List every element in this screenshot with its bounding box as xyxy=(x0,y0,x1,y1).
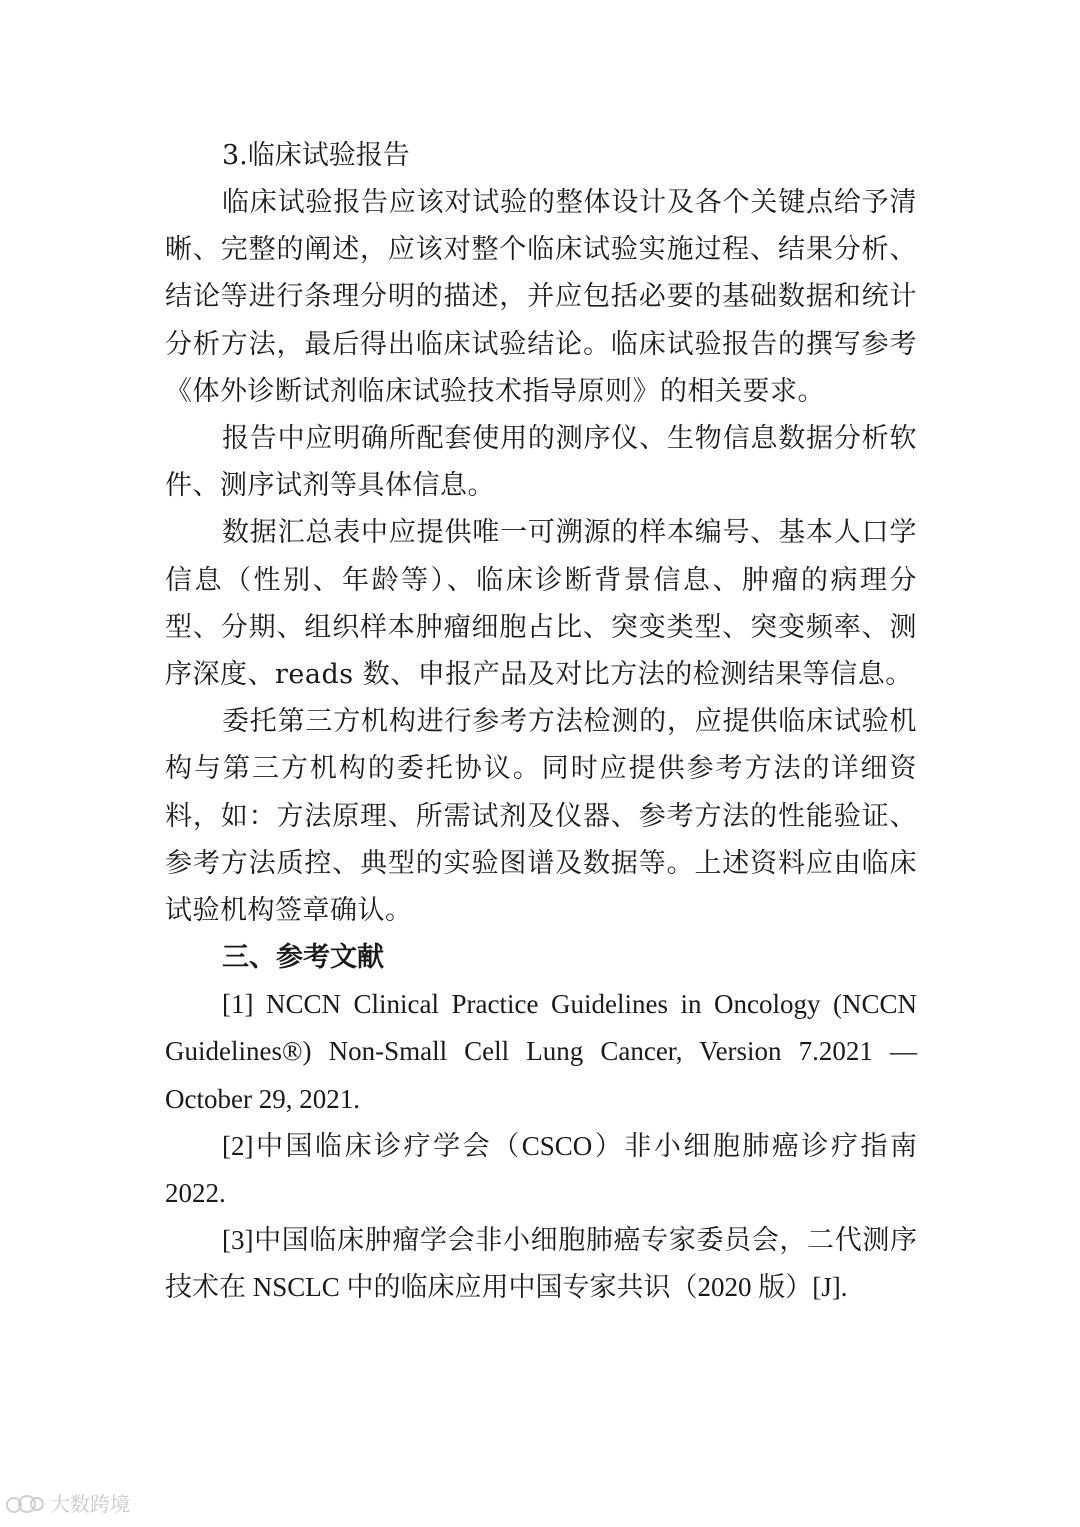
paragraph: 临床试验报告应该对试验的整体设计及各个关键点给予清晰、完整的阐述，应该对整个临床试验实施过程、结果分析、结论等进行条理分明的描述，并应包括必要的基础数据和统计分析方法，最后得出临床试验结论。临床试验报告的撰写参考《体外诊断试剂临床试验技术指导原则》的相关要求。 xyxy=(165,187,917,407)
section-heading-references: 三、参考文献 xyxy=(222,942,384,974)
watermark xyxy=(6,1488,130,1517)
paragraph: 报告中应明确所配套使用的测序仪、生物信息数据分析软件、测序试剂等具体信息。 xyxy=(165,423,917,502)
document-page xyxy=(165,132,917,1312)
paragraph: 委托第三方机构进行参考方法检测的，应提供临床试验机构与第三方机构的委托协议。同时应提供参考方法的详细资料，如：方法原理、所需试剂及仪器、参考方法的性能验证、参考方法质控、典型的实验图谱及数据等。上述资料应由临床试验机构签章确认。 xyxy=(165,706,917,927)
reference-item: [1] NCCN Clinical Practice Guidelines in Oncology (NCCN Guidelines®) Non-Small Cell Lung Cancer, Version 7.2021 — October 29, 2021. xyxy=(165,989,917,1114)
reference-item: [2]中国临床诊疗学会（CSCO）非小细胞肺癌诊疗指南 2022. xyxy=(165,1130,917,1209)
section-heading-clinical-report: 3.临床试验报告 xyxy=(222,140,410,171)
paragraph: 数据汇总表中应提供唯一可溯源的样本编号、基本人口学信息（性别、年龄等）、临床诊断背景信息、肿瘤的病理分型、分期、组织样本肿瘤细胞占比、突变类型、突变频率、测序深度、reads 数、申报产品及对比方法的检测结果等信息。 xyxy=(165,517,917,691)
watermark-text: 大数跨境 xyxy=(50,1492,130,1516)
logo-icon xyxy=(6,1493,44,1513)
reference-item: [3]中国临床肿瘤学会非小细胞肺癌专家委员会，二代测序技术在 NSCLC 中的临床应用中国专家共识（2020 版）[J]. xyxy=(165,1225,917,1303)
